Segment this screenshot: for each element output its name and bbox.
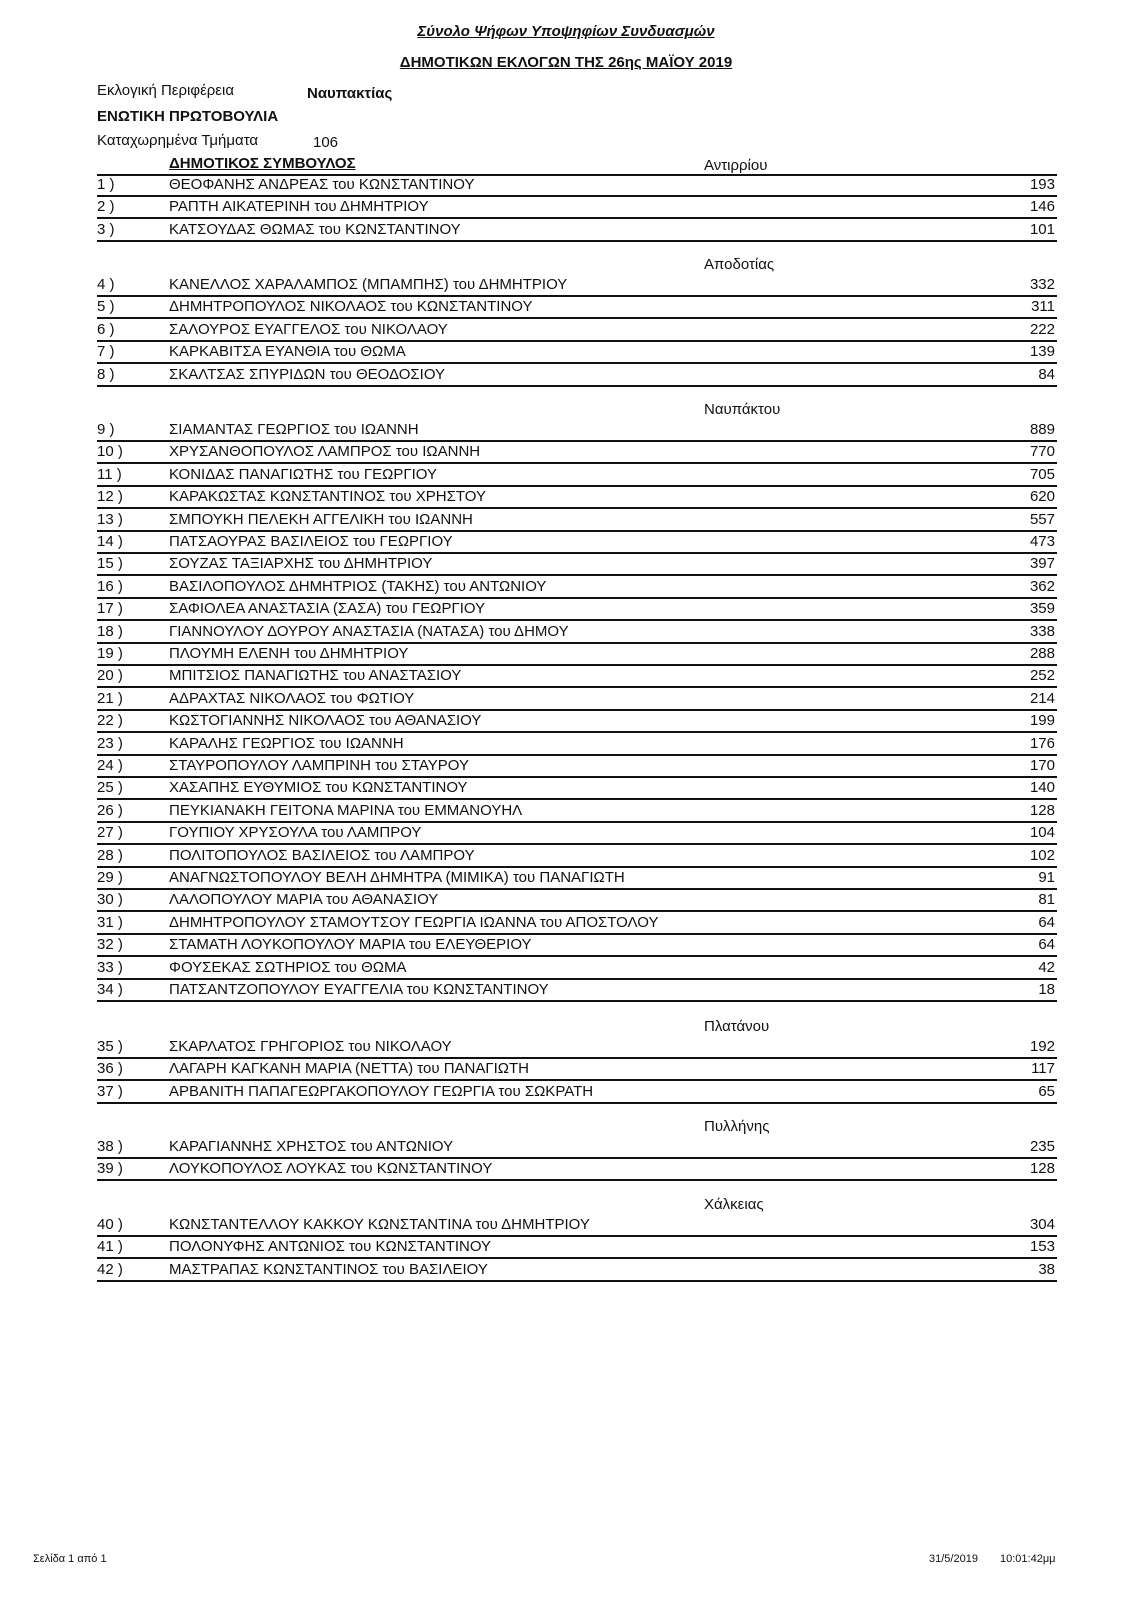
candidate-name: ΠΑΤΣΑΝΤΖΟΠΟΥΛΟΥ ΕΥΑΓΓΕΛΙΑ του ΚΩΝΣΤΑΝΤΙΝΟΥ [169,981,549,998]
candidate-name: ΚΑΡΑΛΗΣ ΓΕΩΡΓΙΟΣ του ΙΩΑΝΝΗ [169,734,404,752]
vote-count: 304 [1029,1216,1055,1233]
vote-count: 362 [1029,577,1055,595]
candidate-name: ΚΑΡΑΚΩΣΤΑΣ ΚΩΝΣΤΑΝΤΙΝΟΣ του ΧΡΗΣΤΟΥ [169,488,486,506]
vote-count: 288 [1029,645,1055,662]
vote-count: 91 [1038,869,1055,886]
row-number: 42 ) [97,1260,123,1278]
vote-count: 193 [1029,176,1055,193]
candidate-name: ΣΚΑΛΤΣΑΣ ΣΠΥΡΙΔΩΝ του ΘΕΟΔΟΣΙΟΥ [169,365,446,383]
row-number: 40 ) [97,1216,123,1233]
registered-label: Καταχωρημένα Τμήματα [97,132,259,149]
vote-count: 252 [1029,667,1055,685]
table-row [97,912,1057,935]
row-number: 21 ) [97,689,123,707]
candidate-name: ΑΔΡΑΧΤΑΣ ΝΙΚΟΛΑΟΣ του ΦΩΤΙΟΥ [169,689,415,707]
row-number: 23 ) [97,734,123,752]
row-number: 20 ) [97,667,123,685]
candidate-name: ΣΙΑΜΑΝΤΑΣ ΓΕΩΡΓΙΟΣ του ΙΩΑΝΝΗ [169,421,419,438]
row-number: 24 ) [97,757,123,774]
print-date: 31/5/2019 [929,1553,978,1565]
table-row [97,621,1057,644]
table-row [97,867,1057,890]
table-row [97,219,1057,242]
district-heading: Ναυπάκτου [704,401,781,418]
row-number: 41 ) [97,1238,123,1256]
candidate-name: ΠΛΟΥΜΗ ΕΛΕΝΗ του ΔΗΜΗΤΡΙΟΥ [169,645,409,662]
candidate-name: ΚΑΡΚΑΒΙΤΣΑ ΕΥΑΝΘΙΑ του ΘΩΜΑ [169,343,406,361]
candidate-name: ΣΤΑΥΡΟΠΟΥΛΟΥ ΛΑΜΠΡΙΝΗ του ΣΤΑΥΡΟΥ [169,757,469,774]
row-number: 19 ) [97,645,123,662]
candidate-name: ΚΑΝΕΛΛΟΣ ΧΑΡΑΛΑΜΠΟΣ (ΜΠΑΜΠΗΣ) του ΔΗΜΗΤΡΙΟΥ [169,276,568,293]
row-number: 13 ) [97,510,123,528]
vote-count: 65 [1038,1082,1055,1100]
vote-count: 705 [1029,465,1055,483]
vote-count: 620 [1029,488,1055,506]
row-number: 26 ) [97,801,123,819]
table-row [97,688,1057,711]
row-number: 35 ) [97,1038,123,1055]
vote-count: 557 [1029,510,1055,528]
row-number: 32 ) [97,936,123,954]
candidate-name: ΚΟΝΙΔΑΣ ΠΑΝΑΓΙΩΤΗΣ του ΓΕΩΡΓΙΟΥ [169,465,437,483]
row-number: 22 ) [97,712,123,730]
district-heading: Πυλλήνης [704,1118,770,1135]
vote-count: 359 [1029,600,1055,618]
vote-count: 146 [1029,198,1055,216]
candidate-name: ΜΑΣΤΡΑΠΑΣ ΚΩΝΣΤΑΝΤΙΝΟΣ του ΒΑΣΙΛΕΙΟΥ [169,1260,488,1278]
column-label: ΔΗΜΟΤΙΚΟΣ ΣΥΜΒΟΥΛΟΣ [169,155,356,172]
table-row [97,1081,1057,1104]
document-subtitle: ΔΗΜΟΤΙΚΩΝ ΕΚΛΟΓΩΝ ΤΗΣ 26ης ΜΑΪΟΥ 2019 [399,54,733,71]
table-row [97,1158,1057,1181]
row-number: 12 ) [97,488,123,506]
vote-count: 153 [1029,1238,1055,1256]
vote-count: 397 [1029,555,1055,573]
table-row [97,464,1057,487]
vote-count: 64 [1038,913,1055,931]
vote-count: 128 [1029,801,1055,819]
vote-count: 84 [1038,365,1055,383]
candidate-name: ΠΑΤΣΑΟΥΡΑΣ ΒΑΣΙΛΕΙΟΣ του ΓΕΩΡΓΙΟΥ [169,533,453,550]
vote-count: 139 [1029,343,1055,361]
table-row [97,296,1057,319]
candidate-name: ΓΙΑΝΝΟΥΛΟΥ ΔΟΥΡΟΥ ΑΝΑΣΤΑΣΙΑ (ΝΑΤΑΣΑ) του ΔΗΜΟΥ [169,622,569,640]
candidate-name: ΣΟΥΖΑΣ ΤΑΞΙΑΡΧΗΣ του ΔΗΜΗΤΡΙΟΥ [169,555,433,573]
candidate-name: ΚΑΡΑΓΙΑΝΝΗΣ ΧΡΗΣΤΟΣ του ΑΝΤΩΝΙΟΥ [169,1138,454,1155]
vote-count: 235 [1029,1138,1055,1155]
candidate-name: ΣΑΛΟΥΡΟΣ ΕΥΑΓΓΕΛΟΣ του ΝΙΚΟΛΑΟΥ [169,320,448,338]
row-number: 16 ) [97,577,123,595]
row-number: 6 ) [97,320,115,338]
candidate-name: ΔΗΜΗΤΡΟΠΟΥΛΟΣ ΝΙΚΟΛΑΟΣ του ΚΩΝΣΤΑΝΤΙΝΟΥ [169,298,533,316]
table-row [97,755,1057,778]
vote-count: 81 [1038,891,1055,909]
row-number: 28 ) [97,846,123,864]
table-row [97,441,1057,464]
row-number: 27 ) [97,824,123,842]
district-heading: Πλατάνου [704,1018,770,1035]
party-name: ΕΝΩΤΙΚΗ ΠΡΩΤΟΒΟΥΛΙΑ [97,108,279,125]
candidate-name: ΠΟΛΟΝΥΦΗΣ ΑΝΤΩΝΙΟΣ του ΚΩΝΣΤΑΝΤΙΝΟΥ [169,1238,492,1256]
row-number: 37 ) [97,1082,123,1100]
table-row [97,1236,1057,1259]
candidate-name: ΛΑΛΟΠΟΥΛΟΥ ΜΑΡΙΑ του ΑΘΑΝΑΣΙΟΥ [169,891,439,909]
table-row [97,1036,1057,1059]
district-heading: Αποδοτίας [704,256,775,273]
vote-count: 176 [1029,734,1055,752]
row-number: 17 ) [97,600,123,618]
row-number: 15 ) [97,555,123,573]
page-number: Σελίδα 1 από 1 [33,1553,107,1565]
table-row [97,1058,1057,1081]
candidate-name: ΚΩΝΣΤΑΝΤΕΛΛΟΥ ΚΑΚΚΟΥ ΚΩΝΣΤΑΝΤΙΝΑ του ΔΗΜΗΤΡΙΟΥ [169,1216,590,1233]
print-time: 10:01:42μμ [1000,1553,1056,1565]
district-heading: Χάλκειας [704,1196,764,1213]
candidate-name: ΚΑΤΣΟΥΔΑΣ ΘΩΜΑΣ του ΚΩΝΣΤΑΝΤΙΝΟΥ [169,220,461,238]
vote-count: 18 [1038,981,1055,998]
table-row [97,800,1057,823]
table-row [97,196,1057,219]
candidate-name: ΣΑΦΙΟΛΕΑ ΑΝΑΣΤΑΣΙΑ (ΣΑΣΑ) του ΓΕΩΡΓΙΟΥ [169,600,486,618]
document-title: Σύνολο Ψήφων Υποψηφίων Συνδυασμών [417,23,715,40]
vote-count: 332 [1029,276,1055,293]
row-number: 33 ) [97,958,123,976]
vote-count: 101 [1029,220,1055,238]
vote-count: 214 [1029,689,1055,707]
table-header [97,153,1057,176]
table-row [97,1259,1057,1282]
vote-count: 64 [1038,936,1055,954]
table-row [97,665,1057,688]
row-number: 5 ) [97,298,115,316]
table-row [97,733,1057,756]
row-number: 1 ) [97,176,115,193]
candidate-name: ΠΕΥΚΙΑΝΑΚΗ ΓΕΙΤΟΝΑ ΜΑΡΙΝΑ του ΕΜΜΑΝΟΥΗΛ [169,801,523,819]
table-row [97,845,1057,868]
candidate-name: ΑΝΑΓΝΩΣΤΟΠΟΥΛΟΥ ΒΕΛΗ ΔΗΜΗΤΡΑ (ΜΙΜΙΚΑ) του ΠΑΝΑΓΙΩΤΗ [169,869,625,886]
table-row [97,1136,1057,1159]
candidate-name: ΠΟΛΙΤΟΠΟΥΛΟΣ ΒΑΣΙΛΕΙΟΣ του ΛΑΜΠΡΟΥ [169,846,475,864]
table-row [97,486,1057,509]
candidate-name: ΣΤΑΜΑΤΗ ΛΟΥΚΟΠΟΥΛΟΥ ΜΑΡΙΑ του ΕΛΕΥΘΕΡΙΟΥ [169,936,532,954]
candidate-name: ΦΟΥΣΕΚΑΣ ΣΩΤΗΡΙΟΣ του ΘΩΜΑ [169,958,407,976]
table-row [97,509,1057,532]
vote-count: 170 [1029,757,1055,774]
table-row [97,643,1057,666]
candidate-name: ΧΑΣΑΠΗΣ ΕΥΘΥΜΙΟΣ του ΚΩΝΣΤΑΝΤΙΝΟΥ [169,779,468,797]
candidate-name: ΔΗΜΗΤΡΟΠΟΥΛΟΥ ΣΤΑΜΟΥΤΣΟΥ ΓΕΩΡΓΙΑ ΙΩΑΝΝΑ του ΑΠΟΣΤΟΛΟΥ [169,913,659,931]
row-number: 36 ) [97,1060,123,1078]
row-number: 39 ) [97,1160,123,1178]
vote-count: 42 [1038,958,1055,976]
district-heading: Αντιρρίου [704,157,768,174]
row-number: 8 ) [97,365,115,383]
candidate-name: ΣΚΑΡΛΑΤΟΣ ΓΡΗΓΟΡΙΟΣ του ΝΙΚΟΛΑΟΥ [169,1038,452,1055]
vote-count: 338 [1029,622,1055,640]
table-row [97,979,1057,1002]
candidate-name: ΡΑΠΤΗ ΑΙΚΑΤΕΡΙΝΗ του ΔΗΜΗΤΡΙΟΥ [169,198,429,216]
district-label: Εκλογική Περιφέρεια [97,82,234,99]
row-number: 4 ) [97,276,115,293]
vote-count: 889 [1029,421,1055,438]
vote-count: 104 [1029,824,1055,842]
vote-count: 199 [1029,712,1055,730]
row-number: 3 ) [97,220,115,238]
row-number: 7 ) [97,343,115,361]
table-row [97,274,1057,297]
candidate-name: ΓΟΥΠΙΟΥ ΧΡΥΣΟΥΛΑ του ΛΑΜΠΡΟΥ [169,824,422,842]
candidate-name: ΘΕΟΦΑΝΗΣ ΑΝΔΡΕΑΣ του ΚΩΝΣΤΑΝΤΙΝΟΥ [169,176,475,193]
candidate-name: ΛΑΓΑΡΗ ΚΑΓΚΑΝΗ ΜΑΡΙΑ (ΝΕΤΤΑ) του ΠΑΝΑΓΙΩΤΗ [169,1060,529,1078]
candidate-name: ΧΡΥΣΑΝΘΟΠΟΥΛΟΣ ΛΑΜΠΡΟΣ του ΙΩΑΝΝΗ [169,443,481,461]
table-row [97,576,1057,599]
row-number: 9 ) [97,421,115,438]
candidate-name: ΚΩΣΤΟΓΙΑΝΝΗΣ ΝΙΚΟΛΑΟΣ του ΑΘΑΝΑΣΙΟΥ [169,712,482,730]
row-number: 25 ) [97,779,123,797]
row-number: 10 ) [97,443,123,461]
table-row [97,531,1057,554]
table-row [97,364,1057,387]
row-number: 34 ) [97,981,123,998]
vote-count: 38 [1038,1260,1055,1278]
table-row [97,957,1057,980]
row-number: 14 ) [97,533,123,550]
row-number: 18 ) [97,622,123,640]
row-number: 11 ) [97,465,122,483]
table-row [97,319,1057,342]
vote-count: 117 [1031,1060,1055,1078]
table-row [97,341,1057,364]
vote-count: 192 [1029,1038,1055,1055]
row-number: 30 ) [97,891,123,909]
vote-count: 311 [1031,298,1055,316]
table-row [97,419,1057,442]
table-row [97,174,1057,197]
candidate-name: ΜΠΙΤΣΙΟΣ ΠΑΝΑΓΙΩΤΗΣ του ΑΝΑΣΤΑΣΙΟΥ [169,667,462,685]
row-number: 31 ) [97,913,123,931]
row-number: 38 ) [97,1138,123,1155]
vote-count: 102 [1029,846,1055,864]
vote-count: 222 [1029,320,1055,338]
table-row [97,934,1057,957]
district-value: Ναυπακτίας [307,85,393,102]
vote-count: 473 [1029,533,1055,550]
candidate-name: ΒΑΣΙΛΟΠΟΥΛΟΣ ΔΗΜΗΤΡΙΟΣ (ΤΑΚΗΣ) του ΑΝΤΩΝΙΟΥ [169,577,547,595]
vote-count: 128 [1029,1160,1055,1178]
registered-value: 106 [313,134,339,151]
table-row [97,598,1057,621]
table-row [97,777,1057,800]
table-row [97,553,1057,576]
candidate-name: ΣΜΠΟΥΚΗ ΠΕΛΕΚΗ ΑΓΓΕΛΙΚΗ του ΙΩΑΝΝΗ [169,510,473,528]
candidate-name: ΑΡΒΑΝΙΤΗ ΠΑΠΑΓΕΩΡΓΑΚΟΠΟΥΛΟΥ ΓΕΩΡΓΙΑ του ΣΩΚΡΑΤΗ [169,1082,594,1100]
row-number: 2 ) [97,198,115,216]
table-row [97,710,1057,733]
table-row [97,822,1057,845]
vote-count: 140 [1029,779,1055,797]
candidate-name: ΛΟΥΚΟΠΟΥΛΟΣ ΛΟΥΚΑΣ του ΚΩΝΣΤΑΝΤΙΝΟΥ [169,1160,493,1178]
table-row [97,889,1057,912]
table-row [97,1214,1057,1237]
row-number: 29 ) [97,869,123,886]
vote-count: 770 [1029,443,1055,461]
